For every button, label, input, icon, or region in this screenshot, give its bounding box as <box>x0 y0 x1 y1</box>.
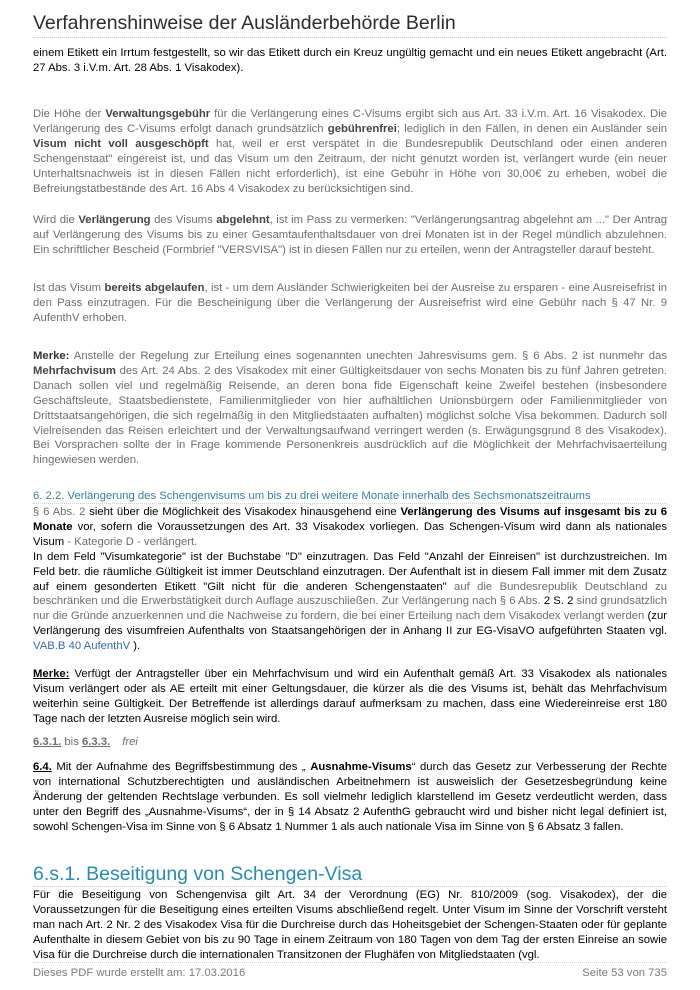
bold-term: bereits abgelaufen <box>104 282 205 294</box>
bold-term: Visum nicht voll ausgeschöpft <box>33 137 209 150</box>
text-run: “ durch das Gesetz zur Verbesserung der Rechte von international Schutzberechtigten und ausländischen Arbeitnehmern ist ausweislich der Gesetzesbegründung keine Änderung der geltenden Rechtslage verbunden. Es soll vielmehr lediglich klarstellend im Gesetz verdeutlicht werden, dass unter den Begriff des „Ausnahme-Visums“, der in § 14 Absatz 2 AufenthG gebraucht wird und bisher nicht legal definiert ist, sowohl Schengen-Visa im Sinne von § 6 Absatz 1 Nummer 1 als auch nationale Visa im Sinne von § 6 Absatz 3 fallen. <box>33 761 667 833</box>
text-run: In dem Feld "Visumkategorie" ist der Buchstabe "D" einzutragen. Das Feld "Anzahl der Einreisen" ist durchzustreichen. Im Feld betr. die räumliche Gültigkeit ist immer Deutschland einzutragen. Der Aufenthalt ist in diesem Fall immer mit dem Zusatz auf einem gesonderten Etikett "Gilt nicht für die anderen Schengenstaaten" <box>33 550 667 593</box>
merke-label: Merke: <box>33 668 70 680</box>
paragraph-verlaengerung-6-monate <box>33 505 667 654</box>
text-run: für die Verlängerung eines C-Visums ergibt sich aus Art. 33 i.V.m. Art. 16 Visakodex. Die Verlängerung des C-Visums erfolgt danach grundsätzlich <box>33 108 667 135</box>
bold-term: Verlängerung des Visums auf insgesamt bis zu 6 Monate <box>33 506 667 533</box>
paragraph-merke-geltungsdauer <box>33 667 667 727</box>
text-run: Für die Beseitigung <box>33 889 141 901</box>
bold-term: gebührenfrei <box>327 122 397 135</box>
section-ref: 6.4. <box>33 761 52 773</box>
text-run: ). <box>130 640 141 653</box>
section-divider <box>33 886 667 887</box>
paragraph-ausnahme-visum <box>33 760 667 835</box>
text-run: Wird die <box>33 214 79 226</box>
frei-label: frei <box>122 736 138 748</box>
text-run: Ist das Visum <box>33 282 105 294</box>
bold-term: abgelehnt <box>216 214 270 226</box>
bold-term: Mehrfachvisum <box>33 364 116 377</box>
footer-divider <box>33 962 667 963</box>
text-run: , ist - um dem Ausländer Schwierigkeiten bei der Ausreise zu ersparen - eine Ausreisefrist in den Pass einzutragen. Für die Bescheinigung über die Verlängerung der Ausreisefrist wird eine Gebühr nach § 47 Nr. 9 AufenthV erhoben. <box>33 282 667 324</box>
text-run: Die Höhe der <box>33 108 106 120</box>
vab-link[interactable]: VAB.B 40 AufenthV <box>33 640 131 653</box>
text-run: sind grundsätzlich nur die Gründe anzuerkennen und die Nachweise zu fordern, die bei einer Erteilung nach dem Visakodex verlangt werden <box>33 595 667 623</box>
paragraph-text: einem Etikett ein Irrtum festgestellt, so wir das Etikett durch ein Kreuz ungültig gemacht und ein neues Etikett angebracht (Art. 27 Abs. 3 i.V.m. Art. 28 Abs. 1 Visakodex). <box>33 47 667 74</box>
header-divider <box>33 37 667 38</box>
text-run: Verfügt der Antragsteller über ein Mehrfachvisum und wird ein Aufenthalt gemäß Art. 33 Visakodex als nationales Visum verlängert oder als AE erteilt mit einer Geltungsdauer, die kürzer als die des Visums ist, behält das Mehrfachvisum weiterhin seine Gültigkeit. Der Betreffende ist allerdings darauf aufmerksam zu machen, dass eine Wiedereinreise erst 180 Tage nach der letzten Ausreise möglich sein wird. <box>33 668 667 725</box>
page-header-title: Verfahrenshinweise der Ausländerbehörde Berlin <box>33 12 456 34</box>
section-heading-6-2-2: 6. 2.2. Verlängerung des Schengenvisums um bis zu drei weitere Monate innerhalb des Sechsmonatszeitraums <box>33 490 591 502</box>
text-run: vor, sofern die Voraussetzungen des Art. 33 Visakodex vorliegen. Das Schengen-Visum wird dann als nationales Visum <box>33 520 667 548</box>
paragraph-beseitigung <box>33 888 667 963</box>
paragraph-ref: § 6 Abs. 2 <box>33 506 86 518</box>
text-run: bis <box>61 736 82 748</box>
section-ref: 6.3.1. <box>33 736 62 748</box>
footer-page-number: Seite 53 von 735 <box>582 967 667 979</box>
section-title-6-s-1: 6.s.1. Beseitigung von Schengen-Visa <box>33 863 363 885</box>
footer-created-date: Dieses PDF wurde erstellt am: 17.03.2016 <box>33 967 246 979</box>
text-run: des Art. 24 Abs. 2 des Visakodex mit einer Gültigkeitsdauer von sechs Monaten bis zu fünf Jahren getreten. Danach sollen viel und regelmäßig Reisende, an deren bona fide Eigenschaft keine Zweifel bestehen (insbesondere Geschäftsleute, Staatsbedienstete, Familienmitglieder von hier aufhältlichen Unionsbürgern oder Familienmitglieder von Drittstaatsangehörigen, die sich regelmäßig in den Mitgliedstaaten aufhalten) möglichst solche Visa bekommen. Dadurch soll Vielreisenden das Reisen erleichtert und der Verwaltungsaufwand verringert werden (s. Erwägungsgrund 8 des Visakodex). Bei Vorsprachen sollte der in Frage kommende Personenkreis ausdrücklich auf die Möglichkeit der Mehrfachvisaerteilung hingewiesen werden. <box>33 364 667 467</box>
paragraph-merke-mehrfachvisum <box>33 349 667 468</box>
paragraph-ablehnung <box>33 213 667 258</box>
text-run: sieht über die Möglichkeit des Visakodex hinausgehend eine <box>85 506 401 518</box>
section-divider <box>33 503 667 504</box>
text-run: 2 S. 2 <box>543 595 574 608</box>
paragraph-abgelaufen <box>33 281 667 326</box>
text-run: auf die Bundesrepublik Deutschland zu beschränken und die Erwerbstätigkeit durch Auflage auszuschließen. Zur Verlängerung nach § 6 Abs. <box>33 580 667 608</box>
text-run: hat, weil er erst verspätet in die Bundesrepublik Deutschland oder einen anderen Schengenstaat" eingereist ist, und das Visum um den Zeitraum, der nicht genutzt worden ist, verlängert wurde (ein neuer Unterhaltsnachweis ist in diesen Fällen nicht erforderlich), ist eine Gebühr in Höhe von 30,00€ zu erheben, wobei die Befreiungstatbestände des Art. 16 Abs 4 Visakodex zu berücksichtigen sind. <box>33 137 667 195</box>
section-ref: 6.3.3. <box>81 736 111 748</box>
text-run: ; lediglich in den Fällen, in denen ein Ausländer sein <box>396 122 667 135</box>
paragraph-etikett <box>33 46 667 76</box>
text-run: Mit der Aufnahme des Begriffsbestimmung des „ <box>51 761 311 773</box>
bold-term: Ausnahme-Visums <box>310 761 412 773</box>
text-run: Anstelle der Regelung zur Erteilung eines sogenannten unechten Jahresvisums gem. § 6 Abs. 2 ist nunmehr das <box>69 350 667 362</box>
bold-term: Verlängerung <box>78 214 151 226</box>
text-run: - Kategorie D - verlängert. <box>64 535 198 548</box>
text-run: von Schengenvisa gilt Art. 34 der Verordnung (EG) Nr. 810/2009 (sog. Visakodex), der die Voraussetzungen für die Beseitigung eines erteilten Visums abschließend regelt. Unter Visum im Sinne der Vorschrift versteht man nach Art. 2 Nr. 2 des Visakodex Visa für die Durchreise durch das Hoheitsgebiet der Schengen-Staaten oder für geplante Aufenthalte in diesem Gebiet von bis zu 90 Tage in einem Zeitraum von 180 Tagen von dem Tag der ersten Einreise an sowie Visa für die Durchreise durch die internationalen Transitzonen der Flughäfen von Mitgliedstaaten (vgl. <box>33 889 668 961</box>
text-run: , ist im Pass zu vermerken: "Verlängerungsantrag abgelehnt am ..." Der Antrag auf Verlängerung des Visums bis zu einer Gesamtaufenthaltsdauer von drei Monaten ist in der Regel mündlich abzulehnen. Ein schriftlicher Bescheid (Formbrief "VERSVISA") ist in diesen Fällen nur zu erteilen, wenn der Antragsteller darauf besteht. <box>33 214 667 256</box>
paragraph-verwaltungsgebuehr <box>33 107 667 196</box>
text-run: (zur Verlängerung des visumfreien Aufenthalts von Staatsangehörigen der in Anhang II zur EG-VisaVO aufgeführten Staaten vgl. <box>33 610 667 638</box>
bold-term: Verwaltungsgebühr <box>105 108 211 120</box>
text-run: des Visums <box>150 214 217 226</box>
merke-label: Merke: <box>33 350 70 362</box>
paragraph-frei <box>33 735 667 750</box>
